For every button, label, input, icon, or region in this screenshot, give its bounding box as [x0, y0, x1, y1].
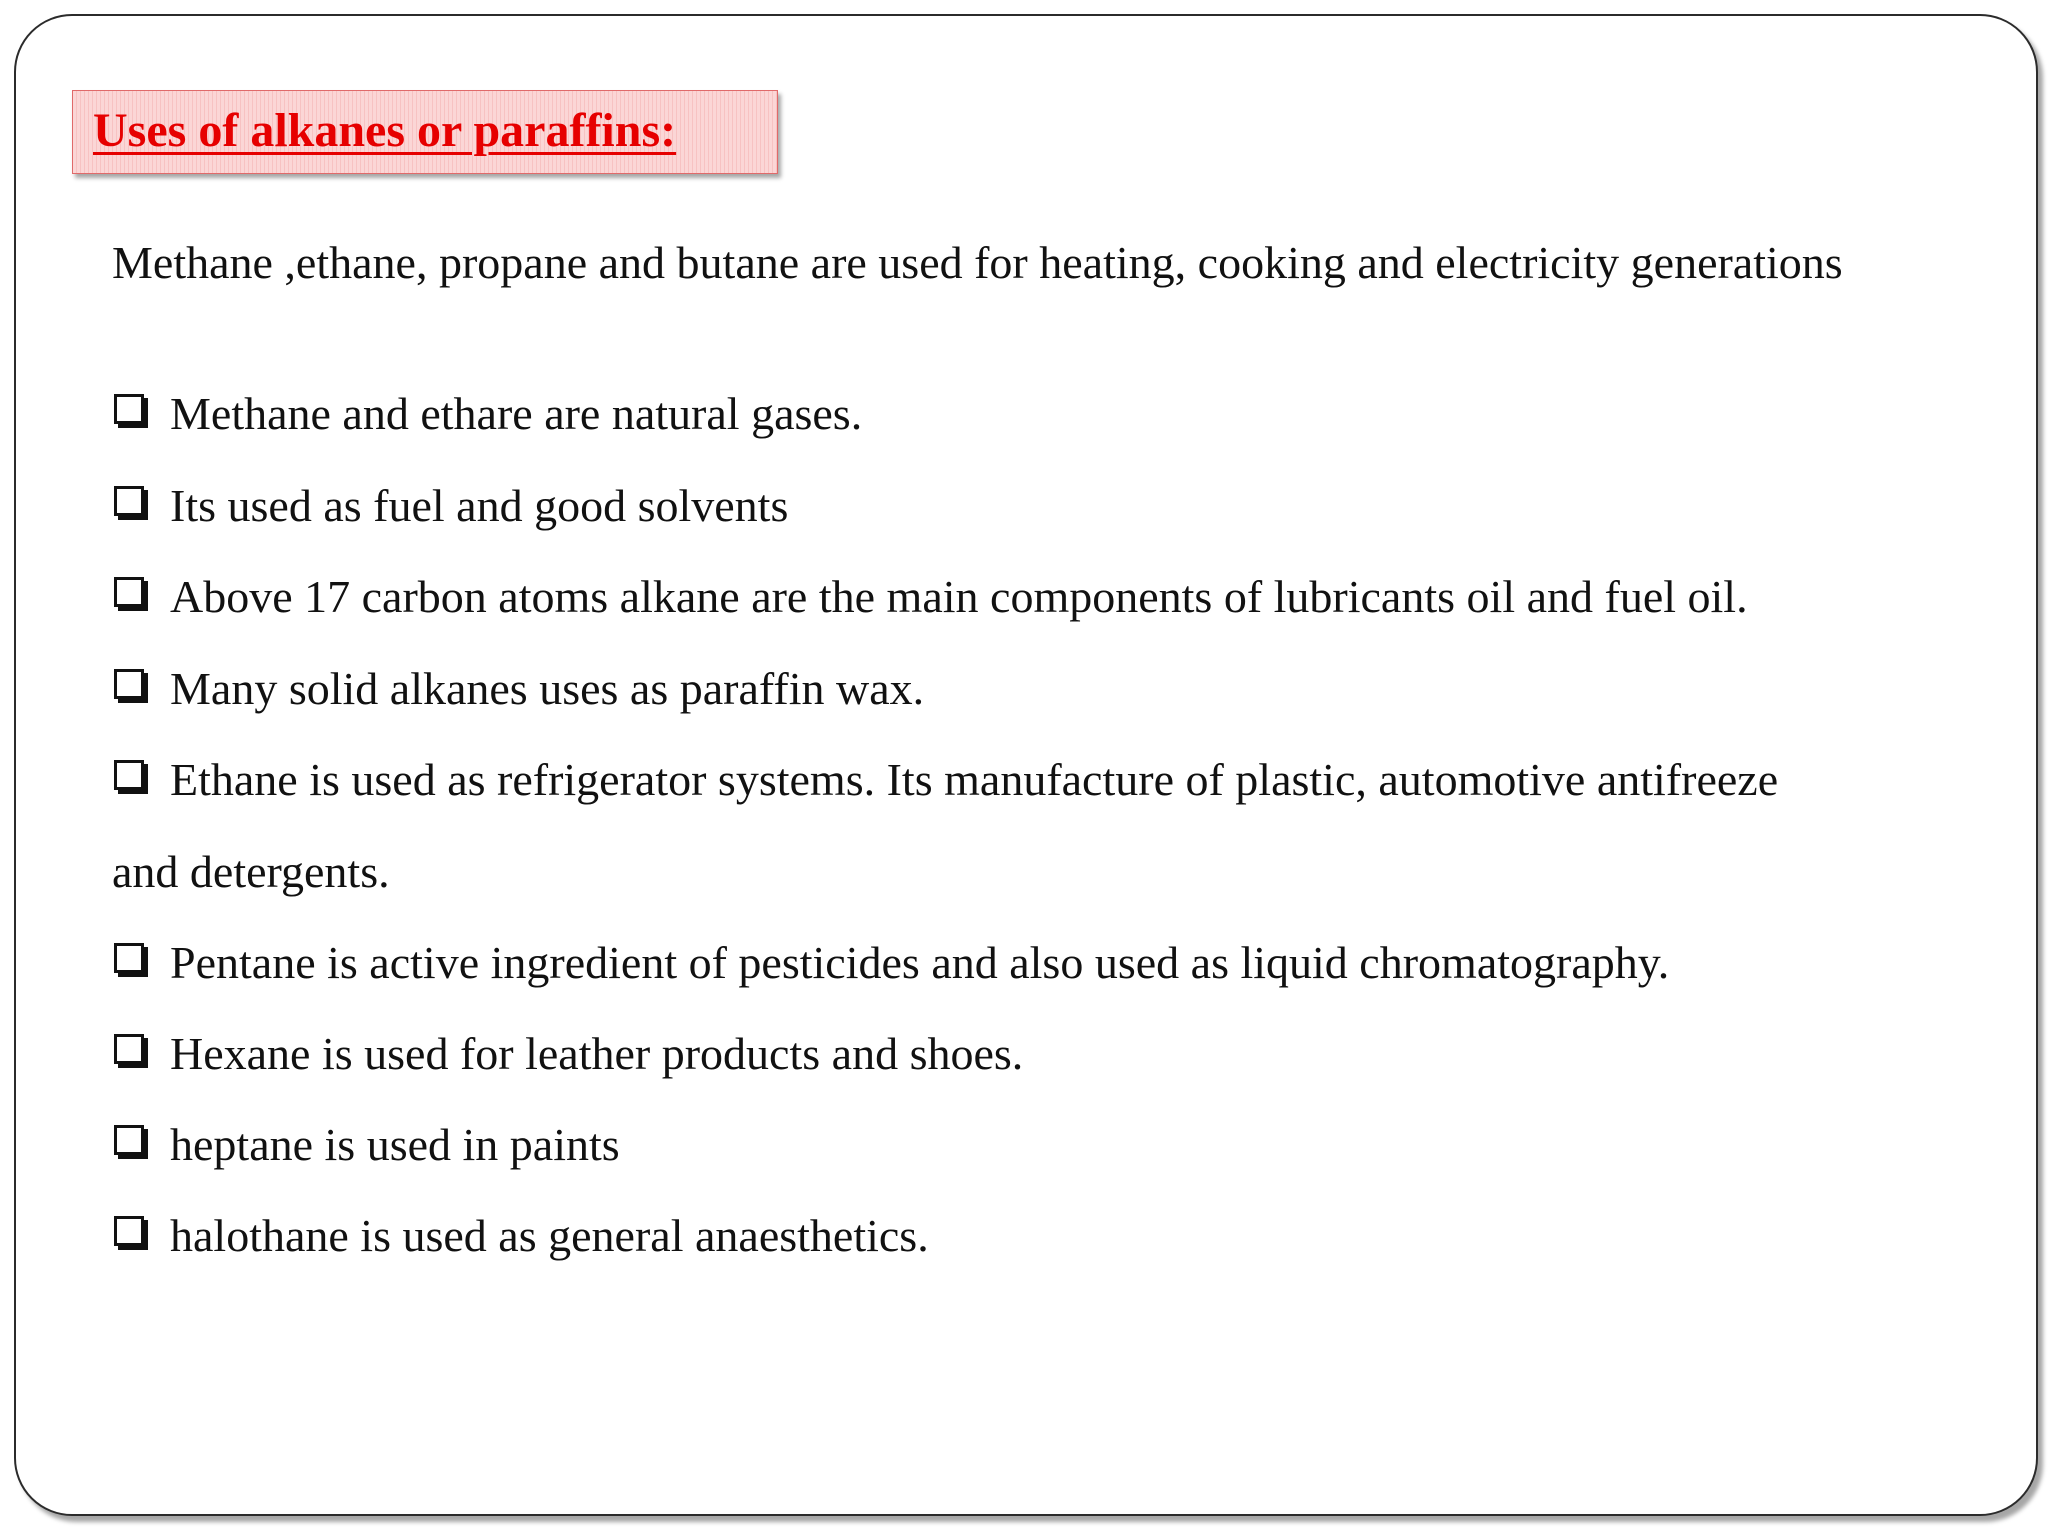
checkbox-bullet-icon: [114, 1216, 144, 1246]
slide-frame: [14, 14, 2038, 1516]
list-item-text: Many solid alkanes uses as paraffin wax.: [170, 663, 925, 714]
checkbox-bullet-icon: [114, 1034, 144, 1064]
checkbox-bullet-icon: [114, 1125, 144, 1155]
checkbox-bullet-icon: [114, 669, 144, 699]
list-item-text: Ethane is used as refrigerator systems. Its manufacture of plastic, automotive antifreeze: [170, 754, 1779, 805]
list-item-text: Its used as fuel and good solvents: [170, 480, 789, 531]
list-item-continuation: and detergents.: [112, 846, 390, 897]
title-box: [72, 90, 778, 174]
list-item-text: Hexane is used for leather products and shoes.: [170, 1028, 1024, 1079]
checkbox-bullet-icon: [114, 394, 144, 424]
checkbox-bullet-icon: [114, 760, 144, 790]
slide-title: Uses of alkanes or paraffins:: [93, 104, 677, 157]
checkbox-bullet-icon: [114, 577, 144, 607]
checkbox-bullet-icon: [114, 943, 144, 973]
intro-paragraph: Methane ,ethane, propane and butane are used for heating, cooking and electricity generations: [112, 237, 1843, 288]
list-item-text: halothane is used as general anaesthetics.: [170, 1210, 929, 1261]
checkbox-bullet-icon: [114, 486, 144, 516]
list-item-text: Pentane is active ingredient of pesticides and also used as liquid chromatography.: [170, 937, 1670, 988]
list-item-text: heptane is used in paints: [170, 1119, 620, 1170]
list-item-text: Above 17 carbon atoms alkane are the main components of lubricants oil and fuel oil.: [170, 571, 1748, 622]
list-item-text: Methane and ethare are natural gases.: [170, 388, 863, 439]
